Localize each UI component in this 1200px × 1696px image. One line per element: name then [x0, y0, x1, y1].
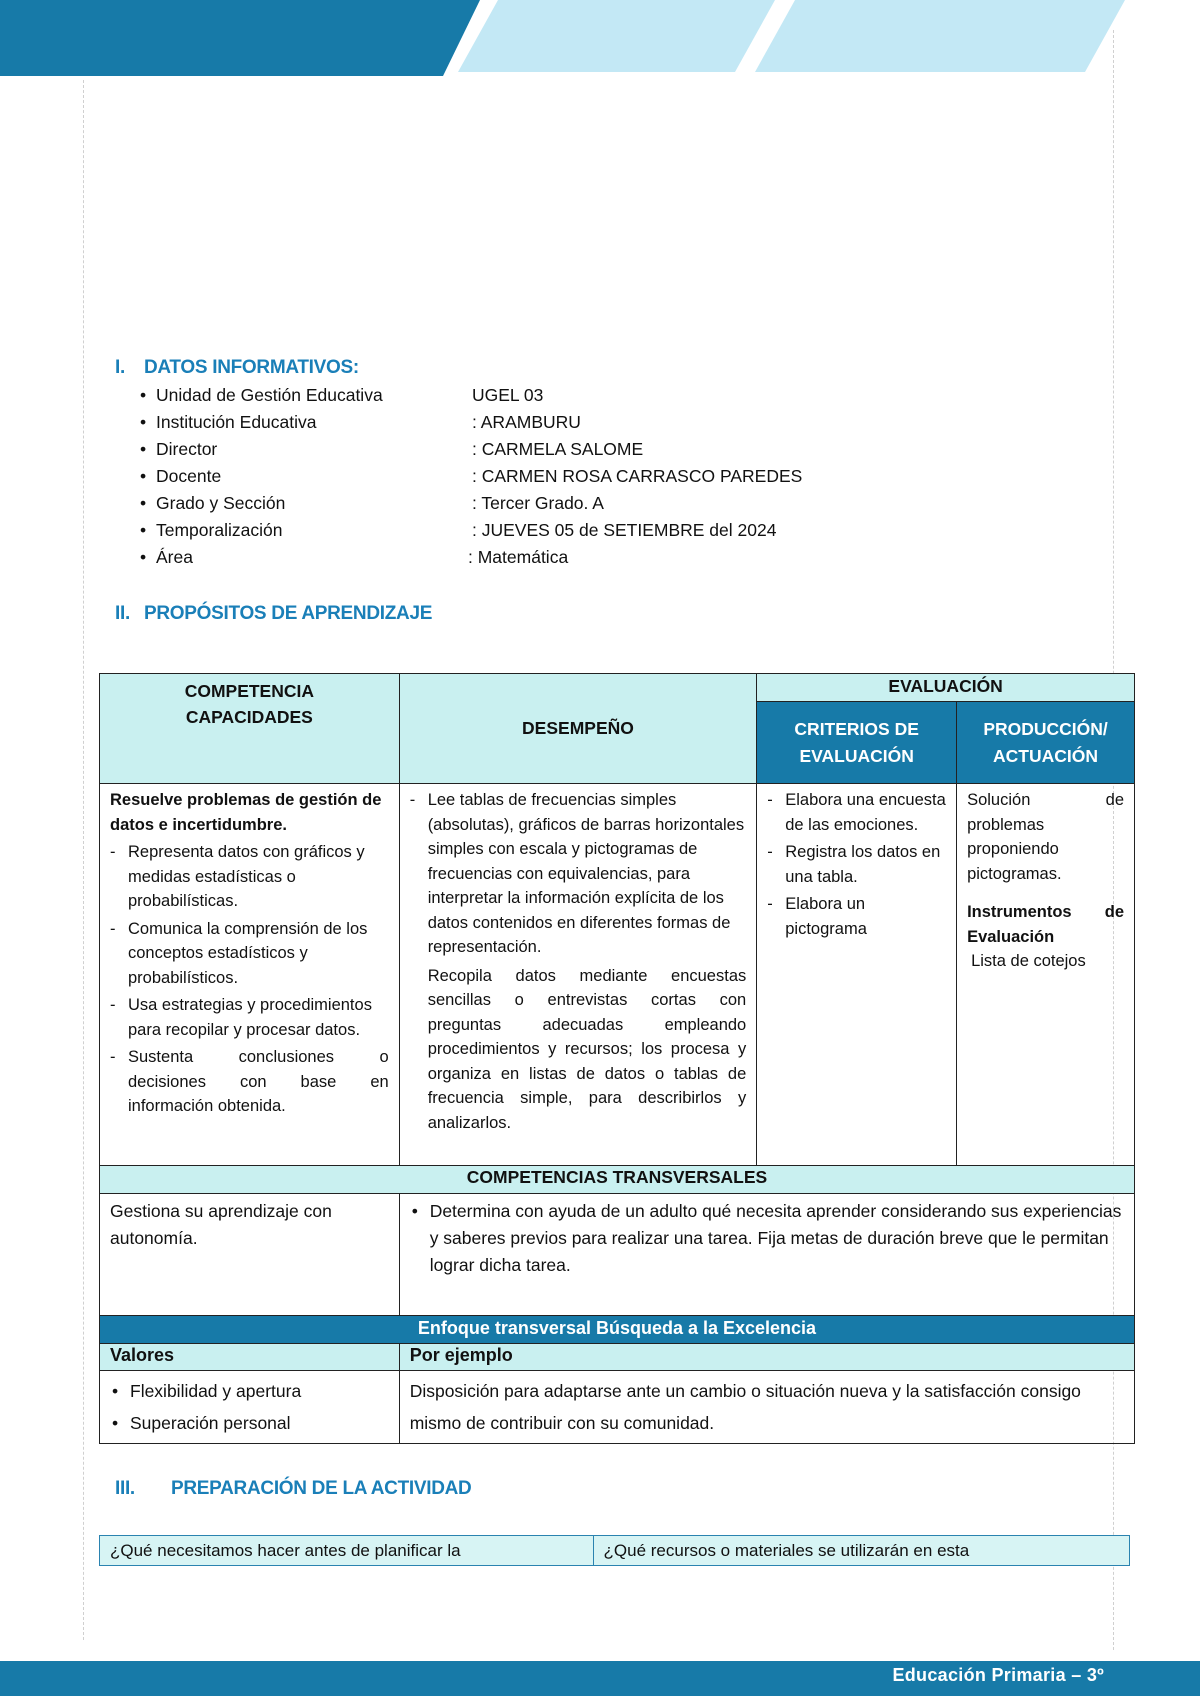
desempeno-cell [399, 784, 757, 1166]
instrumentos-value: Lista de cotejos [971, 952, 1086, 970]
criterios-cell [757, 784, 957, 1166]
list-item: - Comunica la comprensión de los conceptos estadísticos y probabilísticos. [110, 917, 389, 991]
list-item: - Lee tablas de frecuencias simples (absolutas), gráficos de barras horizontales simples con escala y pictogramas de frecuencias con equivalencias, para interpretar la información explícita de los datos contenidos en diferentes formas de representación. [410, 788, 747, 960]
header-desempeno: DESEMPEÑO [399, 674, 757, 784]
produccion-cell [957, 784, 1135, 1166]
instrumentos-label: Instrumentos de Evaluación [967, 903, 1124, 946]
info-value: : JUEVES 05 de SETIEMBRE del 2024 [472, 520, 777, 540]
desempeno-list [410, 788, 747, 960]
section-title-text: PREPARACIÓN DE LA ACTIVIDAD [171, 1478, 472, 1499]
info-label: Unidad de Gestión Educativa [156, 385, 383, 405]
header-competencia: COMPETENCIA CAPACIDADES [100, 674, 400, 784]
table-row [100, 784, 1135, 1166]
list-item: • Superación personal [112, 1413, 291, 1433]
header-evaluacion: EVALUACIÓN [757, 674, 1135, 702]
ejemplo-header: Por ejemplo [399, 1344, 1134, 1371]
header-banner [0, 0, 1200, 76]
list-item: - Elabora un pictograma [767, 892, 946, 941]
list-item: • Determina con ayuda de un adulto qué necesita aprender considerando sus experiencias y saberes previos para realizar una tarea. Fija metas de duración breve que le permitan lograr dicha tarea. [411, 1201, 1122, 1275]
capacidades-list [110, 840, 389, 1119]
info-value: : Matemática [468, 547, 569, 567]
criterios-list [767, 788, 946, 941]
banner-light-shape-2 [755, 0, 1125, 72]
info-value: : CARMEN ROSA CARRASCO PAREDES [472, 466, 803, 486]
prep-question-2: ¿Qué recursos o materiales se utilizarán en esta [593, 1536, 1129, 1566]
header-produccion: PRODUCCIÓN/ ACTUACIÓN [957, 702, 1135, 784]
footer-text: Educación Primaria – 3º [892, 1665, 1104, 1685]
info-value: : Tercer Grado. A [472, 493, 604, 513]
section-title-text: PROPÓSITOS DE APRENDIZAJE [144, 603, 433, 624]
section-number: II. [115, 603, 130, 624]
page-margin-line-left [83, 80, 84, 1640]
info-value: : ARAMBURU [472, 412, 581, 432]
learning-purposes-table [99, 673, 1135, 1444]
produccion-text: Solución de problemas proponiendo pictogramas. [967, 791, 1124, 883]
transversal-desempeno-cell [399, 1194, 1134, 1316]
table-row [100, 1344, 1135, 1371]
competencia-text: Resuelve problemas de gestión de datos e incertidumbre. [110, 791, 382, 834]
table-row [100, 1371, 1135, 1444]
list-item: - Usa estrategias y procedimientos para recopilar y procesar datos. [110, 993, 389, 1042]
banner-dark-shape [0, 0, 480, 76]
ejemplo-cell: Disposición para adaptarse ante un cambio o situación nueva y la satisfacción consigo mismo de contribuir con su comunidad. [399, 1371, 1134, 1444]
preparation-table [99, 1535, 1130, 1566]
info-label: Temporalización [156, 520, 283, 540]
info-value: UGEL 03 [472, 385, 544, 405]
footer-bar [0, 1661, 1200, 1696]
info-label: Grado y Sección [156, 493, 286, 513]
info-value: : CARMELA SALOME [472, 439, 644, 459]
section-title-datos [115, 357, 359, 379]
valores-cell [100, 1371, 400, 1444]
competencia-cell [100, 784, 400, 1166]
transversales-header: COMPETENCIAS TRANSVERSALES [100, 1166, 1135, 1194]
enfoque-header: Enfoque transversal Búsqueda a la Excelencia [100, 1316, 1135, 1344]
header-criterios: CRITERIOS DE EVALUACIÓN [757, 702, 957, 784]
list-item: - Representa datos con gráficos y medidas estadísticas o probabilísticas. [110, 840, 389, 914]
table-row [100, 1536, 1130, 1566]
info-label: Director [156, 439, 218, 459]
table-row [100, 1194, 1135, 1316]
transversal-competencia-cell: Gestiona su aprendizaje con autonomía. [100, 1194, 400, 1316]
list-item: - Registra los datos en una tabla. [767, 840, 946, 889]
banner-light-shape-1 [458, 0, 775, 72]
valores-header: Valores [100, 1344, 400, 1371]
prep-question-1: ¿Qué necesitamos hacer antes de planificar la [100, 1536, 594, 1566]
section-title-preparacion [115, 1478, 471, 1500]
section-title-text: DATOS INFORMATIVOS: [144, 357, 359, 378]
table-row [100, 1166, 1135, 1194]
list-item: - Sustenta conclusiones o decisiones con base en información obtenida. [110, 1045, 389, 1119]
list-item: - Elabora una encuesta de las emociones. [767, 788, 946, 837]
list-item: • Flexibilidad y apertura [112, 1381, 302, 1401]
section-title-propositos [115, 603, 432, 625]
info-label: Área [156, 547, 193, 567]
table-row [100, 1316, 1135, 1344]
table-row [100, 674, 1135, 702]
desempeno-paragraph: Recopila datos mediante encuestas sencillas o entrevistas cortas con preguntas adecuadas empleando procedimientos y recursos; los procesa y organiza en listas de datos o tablas de frecuencia simple, para describirlos y analizarlos. [427, 966, 747, 1132]
section-number: I. [115, 357, 125, 378]
info-label: Docente [156, 466, 222, 486]
section-number: III. [115, 1478, 135, 1499]
info-label: Institución Educativa [156, 412, 317, 432]
